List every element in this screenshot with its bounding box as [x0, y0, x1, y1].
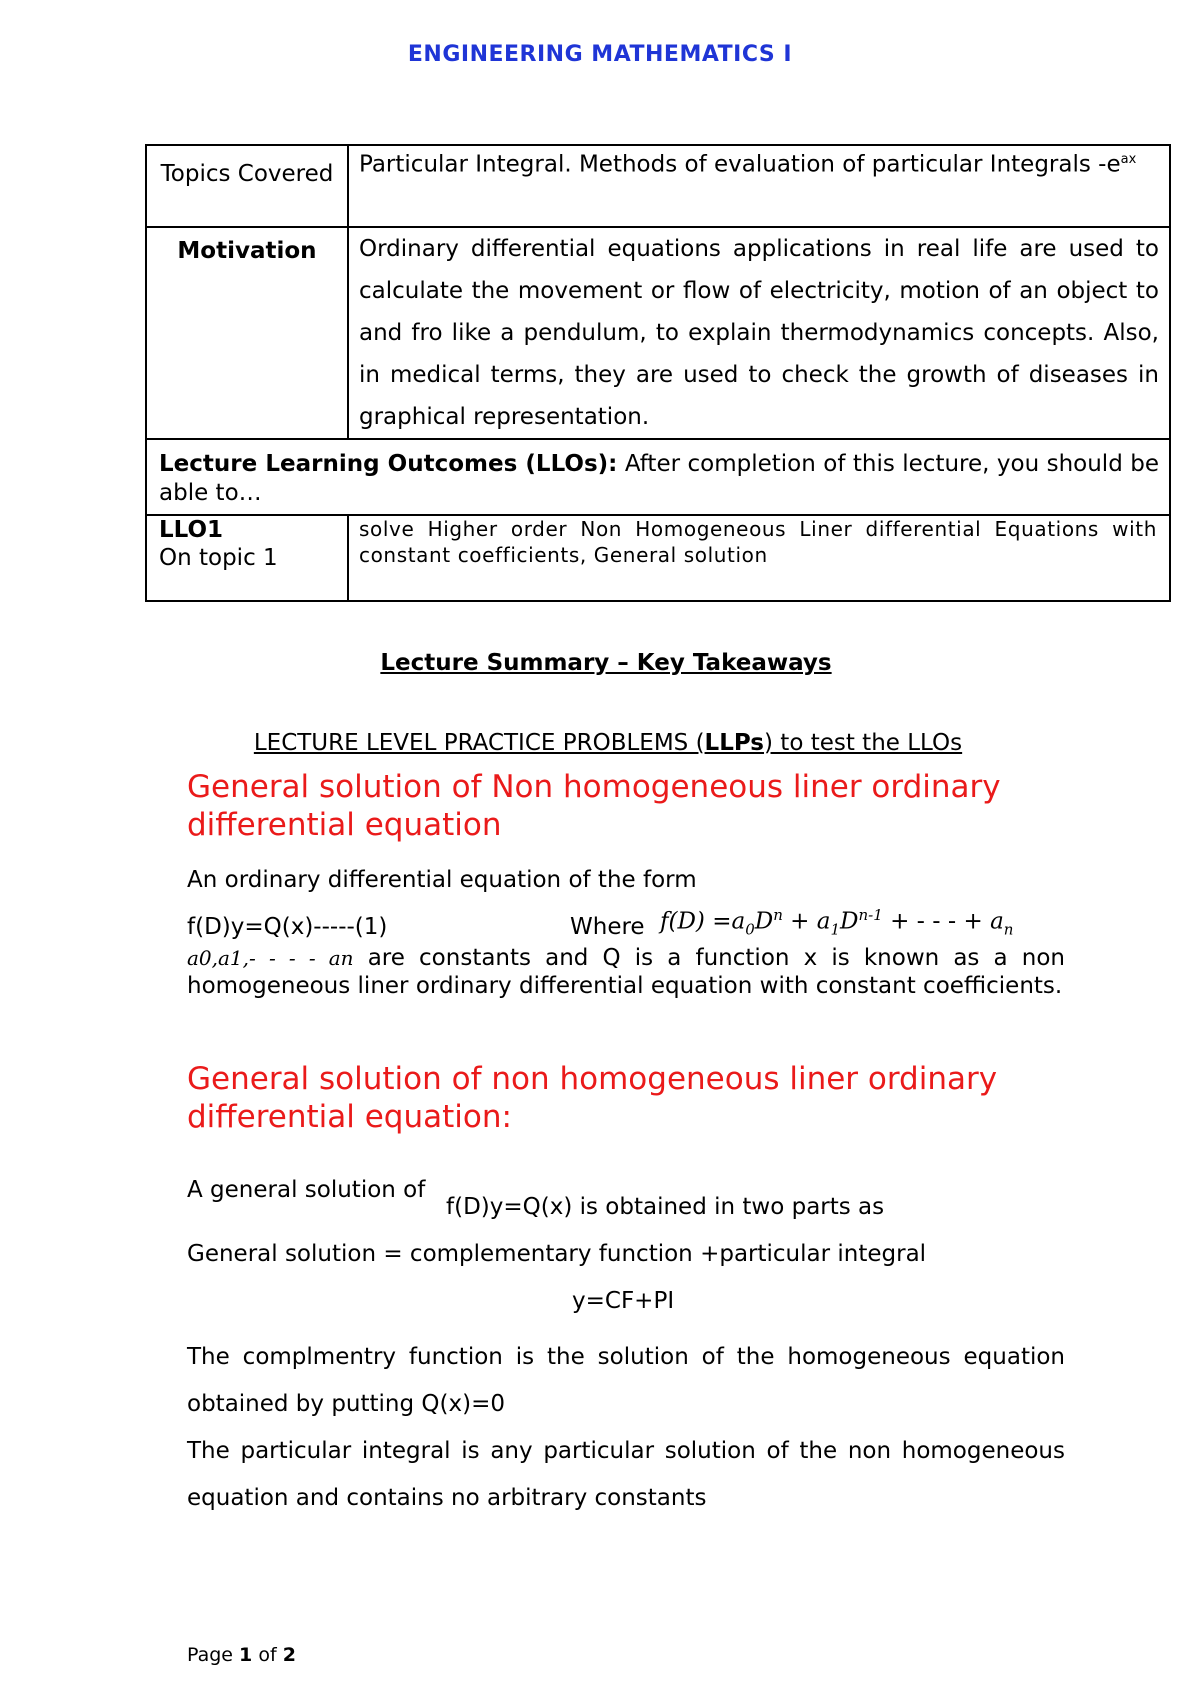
footer-total: 2 — [282, 1644, 296, 1666]
topics-label: Topics Covered — [146, 145, 348, 227]
section2-pi: The particular integral is any particular solution of the non homogeneous equation and contains no arbitrary constants — [187, 1438, 1065, 1511]
llo-header-row — [146, 439, 1170, 515]
section2-line2: General solution = complementary function +particular integral — [187, 1241, 927, 1267]
topics-text: Particular Integral. Methods of evaluation of particular Integrals -e — [359, 151, 1121, 178]
footer-current: 1 — [239, 1644, 253, 1666]
llp-suffix: ) to test the LLOs — [764, 730, 963, 756]
section1-heading: General solution of Non homogeneous liner ordinary differential equation — [187, 769, 1001, 843]
section1-where: Where — [570, 914, 645, 940]
llo-header-cell — [146, 439, 1170, 515]
motivation-row — [146, 227, 1170, 439]
section2-cf: The complmentry function is the solution of the homogeneous equation obtained by putting Q(x)=0 — [187, 1344, 1065, 1417]
llo-header-text: After completion of this lecture, you should be able to… — [159, 451, 1159, 506]
const-text: are constants and Q is a function x is known as a non homogeneous liner ordinary differential equation with constant coefficients. — [187, 945, 1066, 999]
llo1-label-cell — [146, 515, 348, 601]
section2-heading: General solution of non homogeneous liner ordinary differential equation: — [187, 1061, 998, 1135]
topics-row — [146, 145, 1170, 227]
section1-equation: f(D)y=Q(x)-----(1) — [187, 914, 388, 940]
section2-line1b: f(D)y=Q(x) is obtained in two parts as — [446, 1194, 885, 1220]
motivation-text: Ordinary differential equations applications in real life are used to calculate the movement or flow of electricity, motion of an object to and fro like a pendulum, to explain thermodynamics concepts. Also, in medical terms, they are used to check the growth of diseases in graphical representation. — [348, 227, 1170, 439]
llo1-row — [146, 515, 1170, 601]
section2-line1a: A general solution of — [187, 1177, 426, 1203]
fD-formula: $f(D) =a_0D^n + a_1D^{n-1}$ + - - - + $a_n$ — [660, 906, 1014, 939]
llp-bold: LLPs — [704, 730, 765, 756]
section1-intro: An ordinary differential equation of the form — [187, 867, 697, 893]
topics-superscript: ax — [1120, 152, 1137, 167]
summary-title: Lecture Summary – Key Takeaways — [380, 650, 832, 676]
topics-cell — [348, 145, 1170, 227]
section2-formula: y=CF+PI — [572, 1288, 675, 1314]
fD-lhs: f(D) =a — [660, 908, 746, 935]
footer-middle: of — [252, 1644, 283, 1666]
llp-prefix: LECTURE LEVEL PRACTICE PROBLEMS ( — [253, 730, 705, 756]
section1-constants — [187, 944, 1065, 1000]
const-vars: a0,a1,- - - - an — [187, 946, 354, 970]
llo1-label: LLO1 — [159, 517, 224, 543]
page-footer — [187, 1644, 296, 1666]
lecture-info-table — [145, 144, 1171, 602]
page-header: ENGINEERING MATHEMATICS I — [407, 42, 793, 67]
llo1-text: solve Higher order Non Homogeneous Liner differential Equations with constant coefficients, General solution — [348, 515, 1170, 601]
llp-title — [0, 730, 1200, 756]
motivation-label: Motivation — [146, 227, 348, 439]
footer-prefix: Page — [187, 1644, 240, 1666]
llo-header-bold: Lecture Learning Outcomes (LLOs): — [159, 451, 618, 477]
llo1-sublabel: On topic 1 — [159, 545, 278, 571]
